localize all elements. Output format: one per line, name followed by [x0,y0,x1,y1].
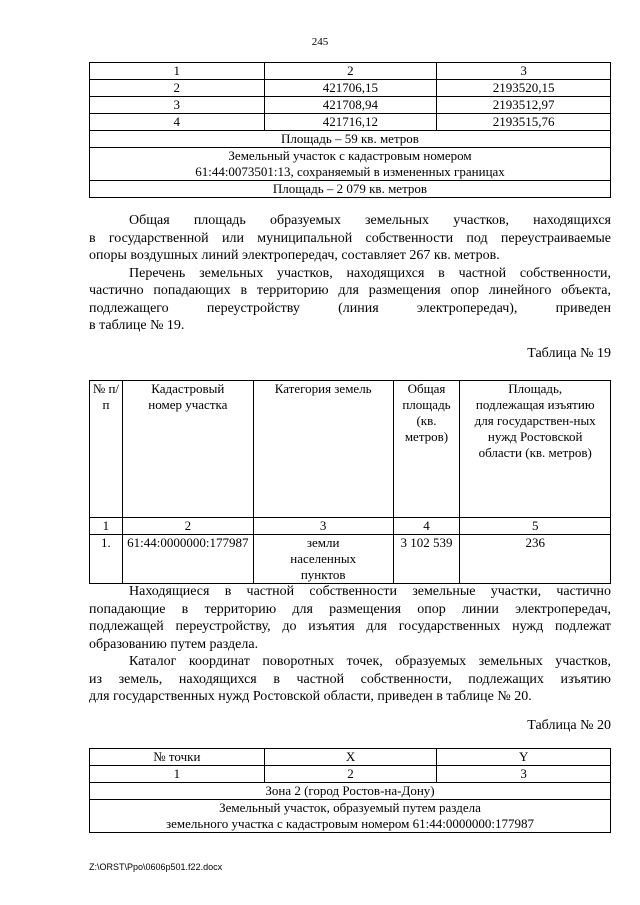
header-cell-x: X [264,749,437,766]
text-line: частично попадающих в территорию для размещения опор линейного объекта, [89,283,611,298]
table-caption: Таблица № 20 [527,718,611,733]
word: электропередач), [416,300,518,316]
text-line: Общая площадь образуемых земельных участков, находящихся [129,213,611,228]
table-cell: 2193512,97 [437,97,611,114]
header-cell-seized-area: Площадь, подлежащая изъятию для государствен-ных нужд Ростовской области (кв. метров) [460,381,611,518]
table-row [90,114,611,131]
paragraph-block [89,212,611,335]
header-cell-category: Категория земель [253,381,393,518]
table-row [90,63,611,80]
word: переустройству [206,300,300,316]
table-cell: 2 [264,766,437,783]
table-row [90,131,611,148]
parcel-cell [90,800,611,833]
page-number: 245 [311,36,329,48]
header-cell-cadastral: Кадастровый номер участка [122,381,253,518]
file-path-footer: Z:\ORST\Ppo\0606p501.f22.docx [89,862,223,872]
table-row [90,80,611,97]
zone-cell: Зона 2 (город Ростов-на-Дону) [90,783,611,800]
table-cell: 421706,15 [264,80,437,97]
table-row [90,783,611,800]
table-cell: 2 [264,63,437,80]
table-cell: 2 [122,518,253,535]
header-cell-point: № точки [90,749,265,766]
table-cell: 2193520,15 [437,80,611,97]
table-cell: 421716,12 [264,114,437,131]
table-row [90,97,611,114]
table-cell: 4 [393,518,460,535]
table-row [90,800,611,833]
table-header-row [90,381,611,518]
word: (линия [338,300,379,316]
parcel-line: Земельный участок с кадастровым номером [228,148,472,163]
parcel-line: земельного участка с кадастровым номером 61:44:0000000:177987 [166,816,534,831]
text-line: для государственных нужд Ростовской области, приведен в таблице № 20. [89,689,532,704]
table-cell: 2193515,76 [437,114,611,131]
table-cell: 5 [460,518,611,535]
text-line: из земель, находящихся в частной собственности, подлежащих изъятию [89,671,611,687]
table-header-row [90,749,611,766]
word: приведен [555,300,611,316]
table-cell: земли населенных пунктов [253,535,393,584]
text-line: опоры воздушных линий электропередач, составляет 267 кв. метров. [89,248,500,263]
table-20 [89,748,611,833]
table-19 [89,380,611,584]
text-line: в таблице № 19. [89,318,185,333]
parcel-line: 61:44:0073501:13, сохраняемый в измененных границах [195,164,505,179]
table-caption: Таблица № 19 [527,346,611,361]
text-line: Каталог координат поворотных точек, образуемых земельных участков, [129,654,611,669]
area-cell: Площадь – 2 079 кв. метров [90,181,611,198]
table-cell: 3 102 539 [393,535,460,584]
text-line: Находящиеся в частной собственности земельные участки, частично [129,584,611,599]
header-cell-number: № п/п [90,381,123,518]
text-line: попадающие в территорию для размещения опор линии электропередач, [89,601,611,617]
parcel-cell [90,148,611,181]
paragraph-block [89,583,611,706]
table-cell: 3 [253,518,393,535]
coordinates-table-continued [89,62,611,198]
table-cell: 1 [90,518,123,535]
text-line [89,300,611,318]
text-line: Перечень земельных участков, находящихся в частной собственности, [129,265,611,281]
table-cell: 1 [90,63,265,80]
text-line: подлежащей переустройству, до изъятия для государственных нужд подлежат [89,619,611,634]
table-cell: 1 [90,766,265,783]
table-row [90,535,611,584]
text-line: в государственной или муниципальной собственности под переустраиваемые [89,230,611,246]
table-row [90,181,611,198]
word: подлежащего [89,300,169,316]
table-cell: 3 [90,97,265,114]
area-cell: Площадь – 59 кв. метров [90,131,611,148]
table-cell: 1. [90,535,123,584]
table-row [90,148,611,181]
table-cell: 236 [460,535,611,584]
table-row [90,518,611,535]
table-cell: 61:44:0000000:177987 [122,535,253,584]
table-row [90,766,611,783]
table-cell: 2 [90,80,265,97]
header-cell-y: Y [437,749,611,766]
table-cell: 3 [437,63,611,80]
text-line: образованию путем раздела. [89,636,259,652]
header-cell-total-area: Общая площадь (кв. метров) [393,381,460,518]
table-cell: 3 [437,766,611,783]
parcel-line: Земельный участок, образуемый путем раздела [219,800,481,815]
table-cell: 4 [90,114,265,131]
table-cell: 421708,94 [264,97,437,114]
